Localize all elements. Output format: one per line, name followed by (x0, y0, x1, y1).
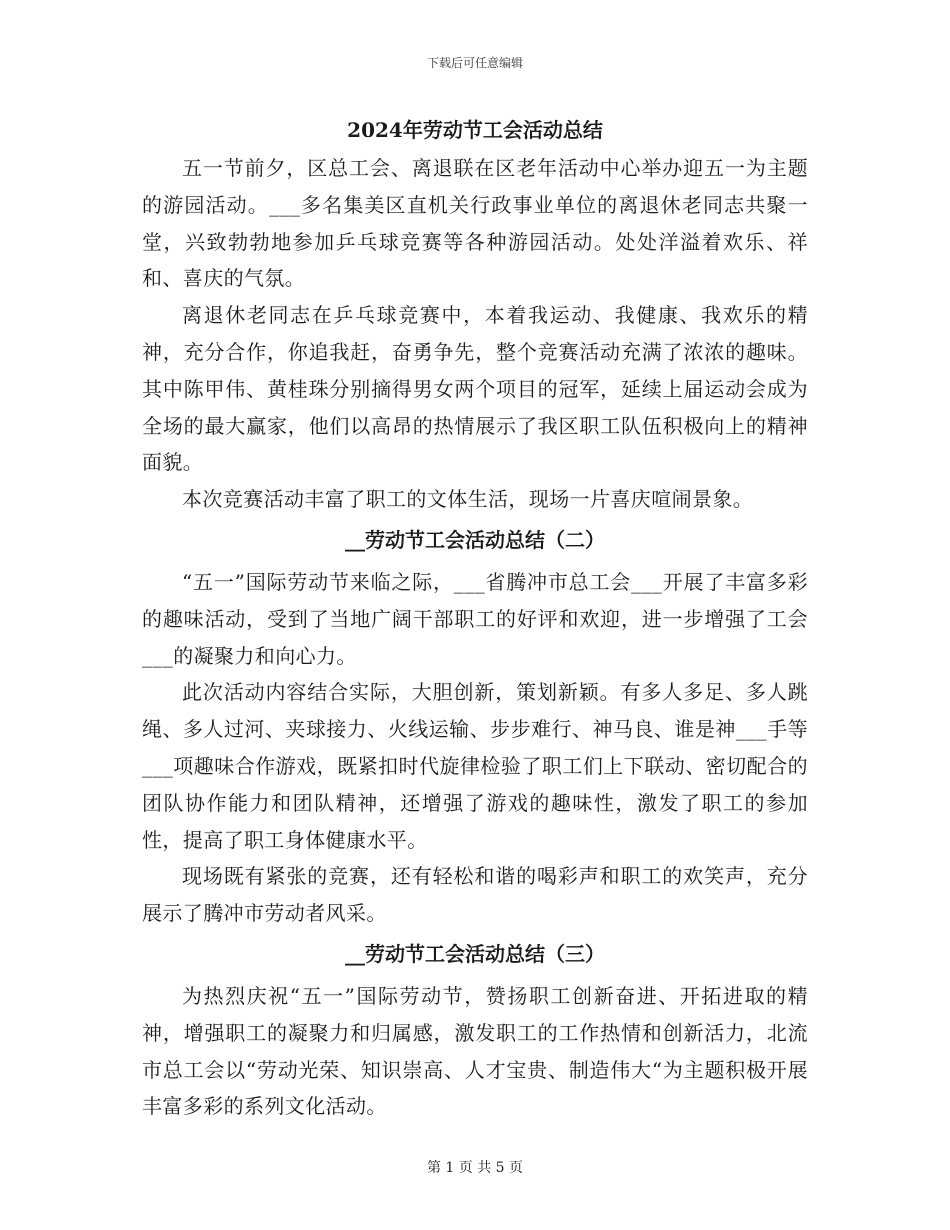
page-header-note: 下载后可任意编辑 (426, 56, 523, 70)
paragraph: 现场既有紧张的竞赛，还有轻松和谐的喝彩声和职工的欢笑声，充分展示了腾冲市劳动者风采。 (142, 864, 808, 926)
paragraph: 离退休老同志在乒乓球竞赛中，本着我运动、我健康、我欢乐的精神，充分合作，你追我赶，奋勇争先，整个竞赛活动充满了浓浓的趣味。其中陈甲伟、黄桂珠分别摘得男女两个项目的冠军，延续上届运动会成为全场的最大赢家，他们以高昂的热情展示了我区职工队伍积极向上的精神面貌。 (142, 303, 808, 475)
section-heading: __劳动节工会活动总结（二） (345, 527, 605, 552)
paragraph: 为热烈庆祝“五一”国际劳动节，赞扬职工创新奋进、开拓进取的精神，增强职工的凝聚力和归属感，激发职工的工作热情和创新活力，北流市总工会以“劳动光荣、知识崇高、人才宝贵、制造伟大“为主题积极开展丰富多彩的系列文化活动。 (142, 983, 808, 1119)
document-title: 2024年劳动节工会活动总结 (347, 118, 603, 142)
paragraph: 本次竞赛活动丰富了职工的文体生活，现场一片喜庆喧闹景象。 (182, 487, 754, 512)
paragraph: “五一”国际劳动节来临之际，___省腾冲市总工会___开展了丰富多彩的趣味活动，受到了当地广阔干部职工的好评和欢迎，进一步增强了工会___的凝聚力和向心力。 (142, 569, 808, 668)
paragraph: 五一节前夕，区总工会、离退联在区老年活动中心举办迎五一为主题的游园活动。___多名集美区直机关行政事业单位的离退休老同志共聚一堂，兴致勃勃地参加乒乓球竞赛等各种游园活动。处处洋溢着欢乐、祥和、喜庆的气氛。 (142, 156, 808, 291)
section-heading: __劳动节工会活动总结（三） (345, 941, 605, 966)
paragraph: 此次活动内容结合实际，大胆创新，策划新颖。有多人多足、多人跳绳、多人过河、夹球接力、火线运输、步步难行、神马良、谁是神___手等___项趣味合作游戏，既紧扣时代旋律检验了职工们上下联动、密切配合的团队协作能力和团队精神，还增强了游戏的趣味性，激发了职工的参加性，提高了职工身体健康水平。 (142, 680, 808, 852)
document-body (142, 112, 808, 1125)
page-number: 第 1 页 共 5 页 (426, 1160, 524, 1176)
